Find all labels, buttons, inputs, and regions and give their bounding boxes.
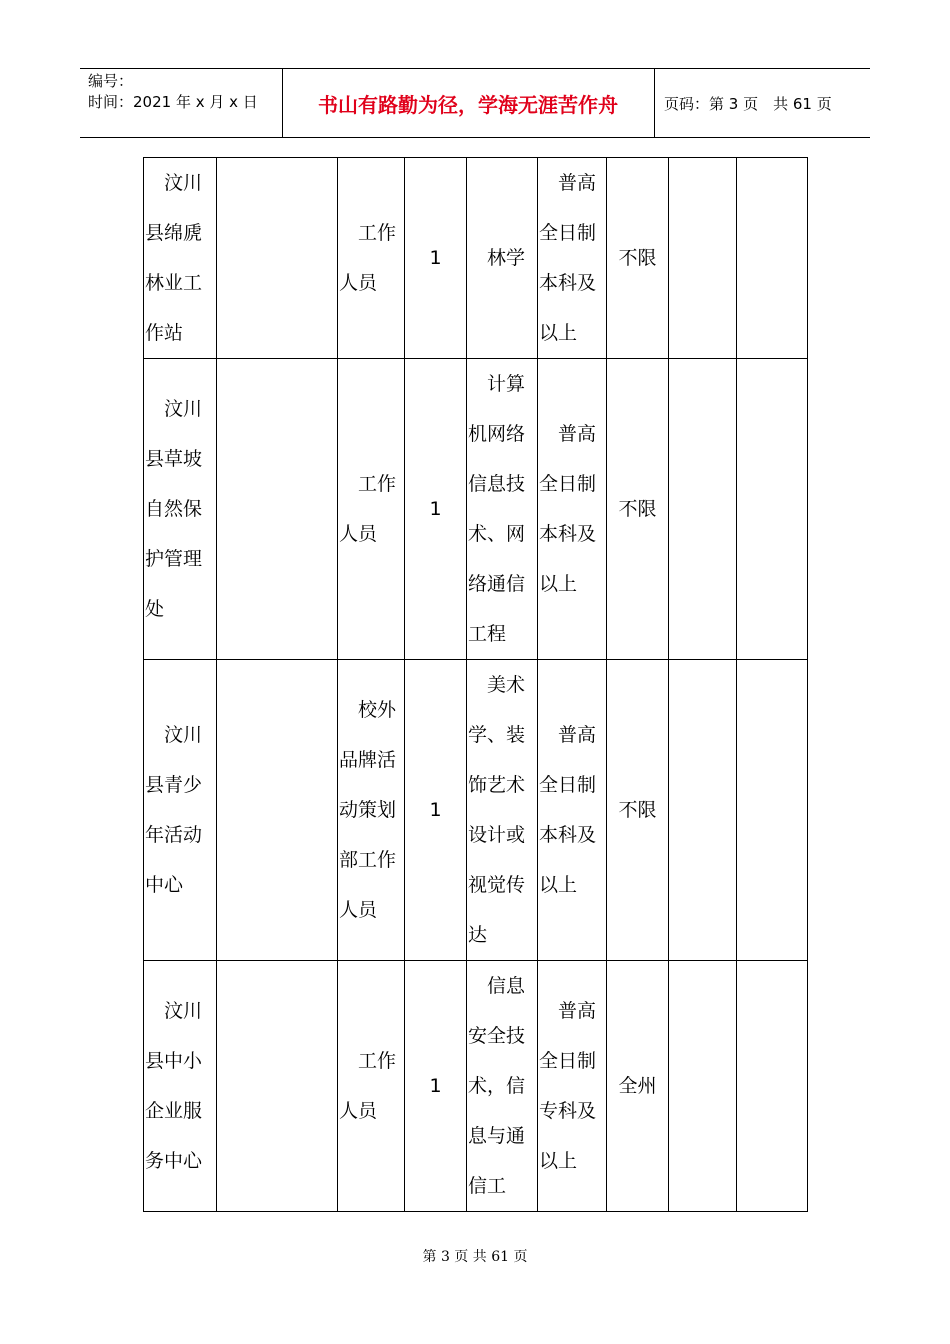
header-motto: 书山有路勤为径，学海无涯苦作舟	[318, 92, 618, 117]
table-cell-education: 普高全日制专科及以上	[538, 961, 607, 1212]
header-page-info: 页码：第 3 页 共 61 页	[664, 94, 832, 113]
table-cell-empty	[217, 359, 338, 660]
table-cell-region: 不限	[607, 660, 669, 961]
table-cell-empty	[737, 660, 808, 961]
table-cell-unit: 汶川县绵虒林业工作站	[144, 158, 217, 359]
page-footer: 第 3 页 共 61 页	[422, 1249, 528, 1265]
table-row	[144, 961, 808, 1212]
table-cell-empty	[217, 158, 338, 359]
table-cell-education: 普高全日制本科及以上	[538, 660, 607, 961]
header-meta	[88, 71, 258, 113]
table-cell-empty	[217, 961, 338, 1212]
table-cell-position: 工作人员	[338, 359, 405, 660]
table-cell-major: 美术学、装饰艺术设计或视觉传达	[467, 660, 538, 961]
table-cell-empty	[669, 158, 737, 359]
table-cell-position: 校外品牌活动策划部工作人员	[338, 660, 405, 961]
table-cell-empty	[669, 359, 737, 660]
table-cell-count: 1	[405, 359, 467, 660]
table-cell-empty	[669, 961, 737, 1212]
table-cell-major: 计算机网络信息技术、网络通信工程	[467, 359, 538, 660]
table-cell-empty	[737, 961, 808, 1212]
table-cell-position: 工作人员	[338, 961, 405, 1212]
table-cell-major: 信息安全技术，信息与通信工	[467, 961, 538, 1212]
table-cell-count: 1	[405, 660, 467, 961]
table-cell-unit: 汶川县中小企业服务中心	[144, 961, 217, 1212]
table-cell-position: 工作人员	[338, 158, 405, 359]
table-cell-empty	[217, 660, 338, 961]
table-row	[144, 359, 808, 660]
recruitment-table	[143, 157, 808, 1212]
table-cell-empty	[737, 158, 808, 359]
table-cell-unit: 汶川县青少年活动中心	[144, 660, 217, 961]
header-divider	[654, 69, 655, 137]
table-cell-count: 1	[405, 961, 467, 1212]
table-cell-region: 全州	[607, 961, 669, 1212]
table-cell-empty	[669, 660, 737, 961]
table-cell-empty	[737, 359, 808, 660]
table-cell-region: 不限	[607, 158, 669, 359]
table-body	[144, 158, 808, 1212]
document-date: 时间：2021 年 x 月 x 日	[88, 93, 258, 111]
table-cell-region: 不限	[607, 359, 669, 660]
table-cell-education: 普高全日制本科及以上	[538, 158, 607, 359]
table-cell-unit: 汶川县草坡自然保护管理处	[144, 359, 217, 660]
document-number-label: 编号：	[88, 72, 134, 90]
page-header	[80, 68, 870, 138]
table-cell-major: 林学	[467, 158, 538, 359]
table-cell-education: 普高全日制本科及以上	[538, 359, 607, 660]
table-row	[144, 158, 808, 359]
table-cell-count: 1	[405, 158, 467, 359]
table-row	[144, 660, 808, 961]
